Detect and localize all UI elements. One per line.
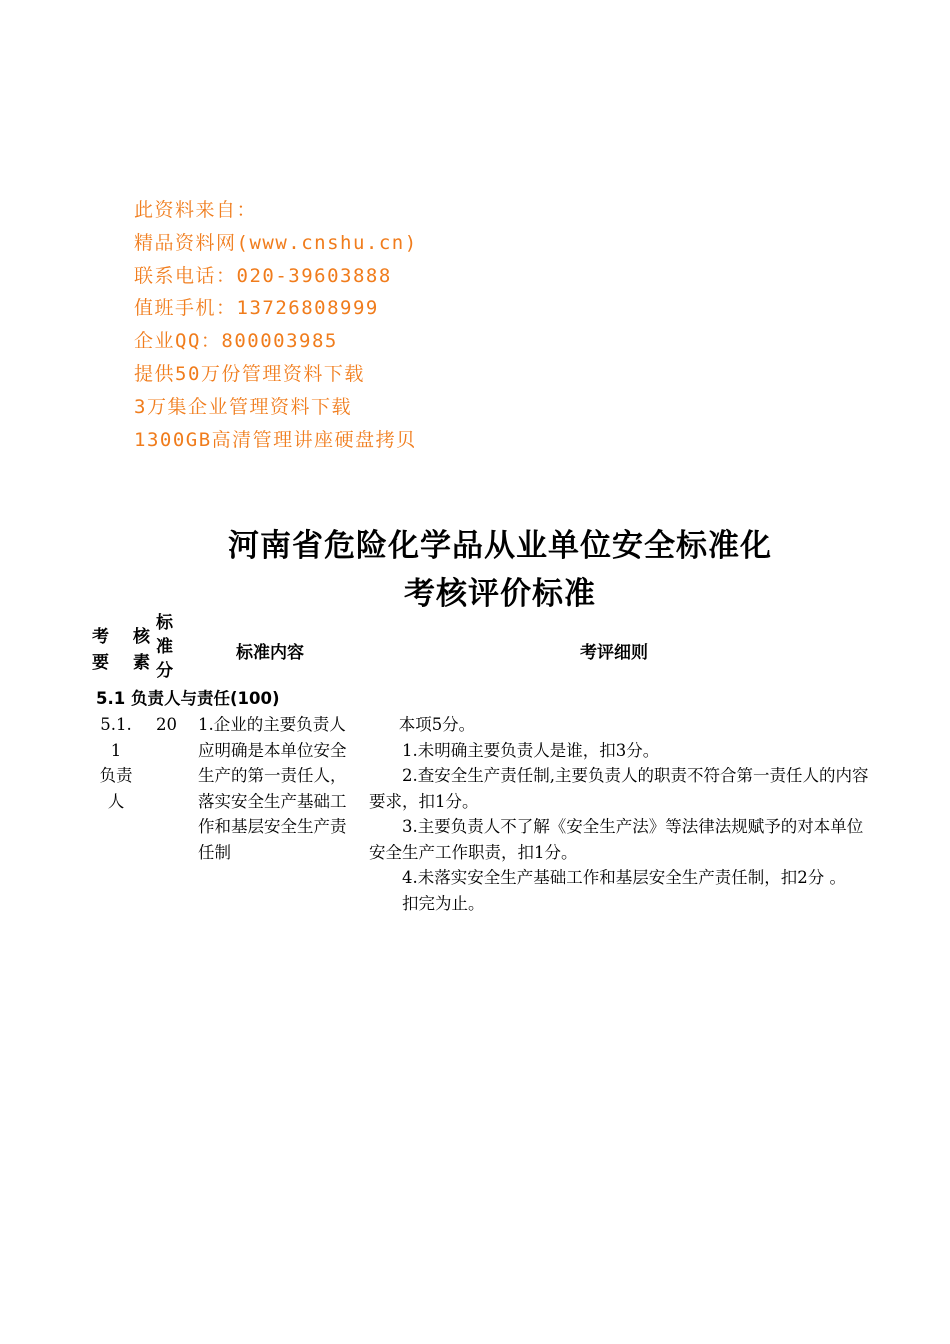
notice-mobile: 值班手机：13726808999: [134, 297, 379, 320]
code-label: 负责: [99, 766, 133, 785]
row-score: 20: [156, 715, 177, 734]
section-heading: 5.1 负责人与责任(100): [96, 689, 280, 708]
notice-line: 3万集企业管理资料下载: [134, 395, 352, 418]
header-char: 素: [133, 653, 150, 673]
code-number: 5.1.: [100, 715, 132, 734]
detail-item: 1.未明确主要负责人是谁，扣3分。: [402, 740, 660, 760]
detail-item: 4.未落实安全生产基础工作和基层安全生产责任制，扣2分 。: [402, 868, 846, 887]
header-standard-score: [156, 611, 180, 683]
detail-item: 3.主要负责人不了解《安全生产法》等法律法规赋予的对本单位安全生产工作职责，扣1分。: [369, 817, 864, 862]
header-evaluation-details: 考评细则: [580, 643, 648, 663]
header-assessment-element: [92, 624, 150, 676]
header-char: 标: [156, 613, 173, 633]
header-char: 分: [156, 661, 173, 681]
header-char: 考: [92, 627, 109, 647]
detail-item: 2.查安全生产责任制,主要负责人的职责不符合第一责任人的内容要求，扣1分。: [369, 766, 869, 811]
source-notice: [134, 194, 418, 456]
header-char: 要: [92, 653, 109, 673]
notice-line: 1300GB高清管理讲座硬盘拷贝: [134, 428, 417, 451]
document-subtitle: 考核评价标准: [404, 576, 596, 612]
row-code: [96, 712, 136, 814]
header-char: 准: [156, 637, 173, 657]
notice-qq: 企业QQ：800003985: [134, 330, 338, 353]
header-standard-content: 标准内容: [236, 643, 304, 663]
notice-website: 精品资料网(www.cnshu.cn): [134, 231, 418, 254]
row-evaluation-details: [369, 712, 874, 916]
code-number: 1: [110, 740, 122, 760]
code-label: 人: [107, 791, 125, 811]
row-standard-content: 1.企业的主要负责人应明确是本单位安全生产的第一责任人，落实安全生产基础工作和基层安全生产责任制: [198, 715, 347, 862]
notice-line: 提供50万份管理资料下载: [134, 362, 365, 385]
notice-phone: 联系电话：020-39603888: [134, 264, 392, 287]
detail-item: 扣完为止。: [402, 893, 485, 913]
detail-item: 本项5分。: [398, 715, 476, 734]
header-char: 核: [133, 627, 150, 647]
notice-line: 此资料来自：: [134, 199, 258, 221]
document-title: 河南省危险化学品从业单位安全标准化: [228, 528, 772, 564]
